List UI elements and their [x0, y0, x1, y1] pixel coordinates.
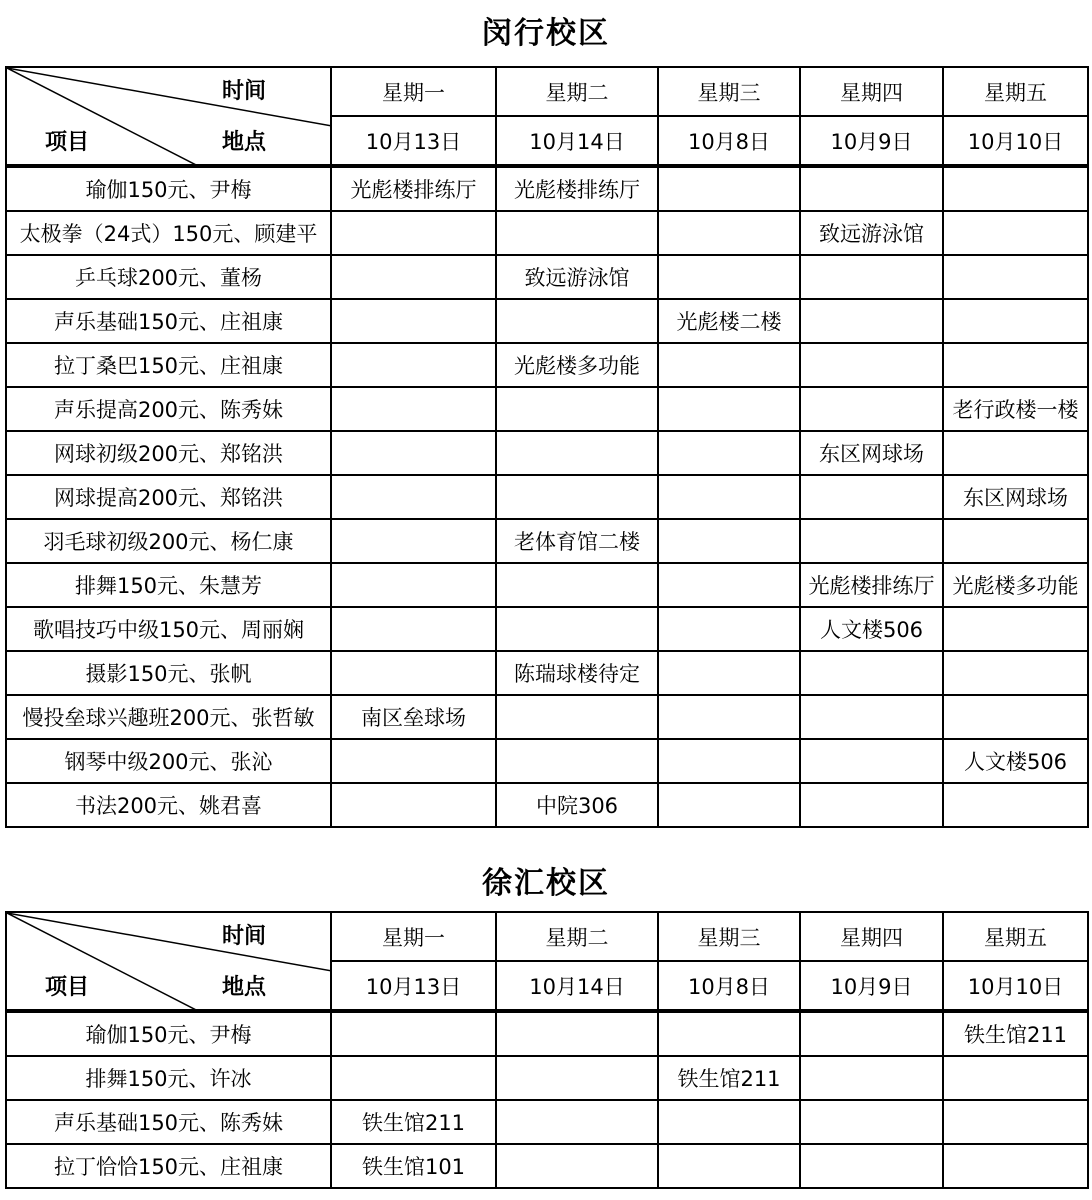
- weekday-header: 星期三: [658, 912, 800, 961]
- location-cell: 铁生馆101: [331, 1144, 496, 1188]
- location-label: 地点: [222, 130, 267, 155]
- date-header: 10月9日: [800, 116, 943, 166]
- weekday-header-row: [6, 912, 1088, 961]
- item-label: 项目: [45, 130, 90, 155]
- location-cell: [331, 343, 496, 387]
- table-row: [6, 431, 1088, 475]
- corner-header-cell: [6, 912, 331, 1011]
- course-item-cell: 排舞150元、朱慧芳: [6, 563, 331, 607]
- location-cell: 光彪楼二楼: [658, 299, 800, 343]
- location-cell: [496, 431, 658, 475]
- course-item-cell: 声乐提高200元、陈秀妹: [6, 387, 331, 431]
- time-label: 时间: [222, 924, 267, 949]
- location-cell: [800, 166, 943, 211]
- table-row: [6, 343, 1088, 387]
- location-cell: [800, 387, 943, 431]
- location-cell: [496, 1144, 658, 1188]
- location-cell: 致远游泳馆: [800, 211, 943, 255]
- table-row: [6, 387, 1088, 431]
- location-cell: [496, 563, 658, 607]
- location-cell: [658, 1011, 800, 1056]
- course-item-cell: 摄影150元、张帆: [6, 651, 331, 695]
- location-cell: [658, 695, 800, 739]
- location-cell: 光彪楼多功能: [943, 563, 1088, 607]
- course-item-cell: 慢投垒球兴趣班200元、张哲敏: [6, 695, 331, 739]
- location-cell: [800, 651, 943, 695]
- course-item-cell: 拉丁恰恰150元、庄祖康: [6, 1144, 331, 1188]
- date-header: 10月10日: [943, 116, 1088, 166]
- table-row: [6, 739, 1088, 783]
- location-cell: 老行政楼一楼: [943, 387, 1088, 431]
- location-cell: [496, 739, 658, 783]
- location-cell: [658, 563, 800, 607]
- location-cell: [943, 783, 1088, 827]
- location-cell: [658, 1100, 800, 1144]
- date-header: 10月8日: [658, 116, 800, 166]
- location-cell: [331, 651, 496, 695]
- location-cell: [800, 1100, 943, 1144]
- location-cell: [331, 211, 496, 255]
- table-row: [6, 783, 1088, 827]
- location-cell: [331, 299, 496, 343]
- location-cell: [800, 695, 943, 739]
- minhang-schedule-table: [5, 66, 1089, 828]
- course-item-cell: 网球提高200元、郑铭洪: [6, 475, 331, 519]
- location-cell: [943, 519, 1088, 563]
- location-cell: [496, 1011, 658, 1056]
- location-cell: [943, 343, 1088, 387]
- course-item-cell: 太极拳（24式）150元、顾建平: [6, 211, 331, 255]
- location-cell: [943, 695, 1088, 739]
- course-item-cell: 瑜伽150元、尹梅: [6, 1011, 331, 1056]
- location-cell: [658, 343, 800, 387]
- location-cell: [943, 651, 1088, 695]
- location-cell: [658, 211, 800, 255]
- weekday-header: 星期一: [331, 912, 496, 961]
- location-cell: [658, 475, 800, 519]
- location-cell: [943, 299, 1088, 343]
- location-cell: [331, 431, 496, 475]
- location-cell: [496, 1100, 658, 1144]
- location-cell: 铁生馆211: [658, 1056, 800, 1100]
- location-cell: [496, 387, 658, 431]
- course-item-cell: 网球初级200元、郑铭洪: [6, 431, 331, 475]
- table-row: [6, 1100, 1088, 1144]
- location-cell: [658, 255, 800, 299]
- table-row: [6, 475, 1088, 519]
- course-item-cell: 声乐基础150元、庄祖康: [6, 299, 331, 343]
- location-cell: [658, 431, 800, 475]
- weekday-header-row: [6, 67, 1088, 116]
- date-header: 10月14日: [496, 116, 658, 166]
- course-item-cell: 钢琴中级200元、张沁: [6, 739, 331, 783]
- location-cell: [800, 475, 943, 519]
- location-cell: 光彪楼多功能: [496, 343, 658, 387]
- xuhui-schedule-table: [5, 911, 1089, 1189]
- weekday-header: 星期五: [943, 912, 1088, 961]
- course-item-cell: 声乐基础150元、陈秀妹: [6, 1100, 331, 1144]
- table-row: [6, 1056, 1088, 1100]
- weekday-header: 星期五: [943, 67, 1088, 116]
- location-cell: 致远游泳馆: [496, 255, 658, 299]
- location-cell: [943, 431, 1088, 475]
- location-cell: 南区垒球场: [331, 695, 496, 739]
- location-cell: [658, 651, 800, 695]
- location-cell: [943, 1144, 1088, 1188]
- time-label: 时间: [222, 79, 267, 104]
- location-cell: [800, 783, 943, 827]
- table-row: [6, 651, 1088, 695]
- course-item-cell: 歌唱技巧中级150元、周丽娴: [6, 607, 331, 651]
- location-cell: [800, 299, 943, 343]
- location-cell: 光彪楼排练厅: [800, 563, 943, 607]
- location-cell: 铁生馆211: [943, 1011, 1088, 1056]
- location-cell: [800, 519, 943, 563]
- weekday-header: 星期二: [496, 912, 658, 961]
- location-cell: 东区网球场: [800, 431, 943, 475]
- location-cell: [658, 387, 800, 431]
- minhang-title: 闵行校区: [482, 16, 610, 51]
- location-cell: [331, 1011, 496, 1056]
- location-cell: [658, 783, 800, 827]
- table-row: [6, 563, 1088, 607]
- location-cell: [331, 519, 496, 563]
- table-row: [6, 255, 1088, 299]
- location-cell: [496, 475, 658, 519]
- location-cell: [496, 211, 658, 255]
- location-cell: [331, 475, 496, 519]
- location-cell: [658, 1144, 800, 1188]
- location-cell: [331, 563, 496, 607]
- location-cell: [496, 695, 658, 739]
- date-header: 10月9日: [800, 961, 943, 1011]
- date-header: 10月10日: [943, 961, 1088, 1011]
- location-cell: 东区网球场: [943, 475, 1088, 519]
- table-row: [6, 299, 1088, 343]
- location-cell: [943, 607, 1088, 651]
- table-row: [6, 695, 1088, 739]
- location-cell: [943, 166, 1088, 211]
- course-item-cell: 瑜伽150元、尹梅: [6, 166, 331, 211]
- location-cell: [331, 1056, 496, 1100]
- location-cell: 老体育馆二楼: [496, 519, 658, 563]
- location-cell: [331, 607, 496, 651]
- corner-header-cell: [6, 67, 331, 166]
- date-header: 10月14日: [496, 961, 658, 1011]
- location-cell: [658, 739, 800, 783]
- location-cell: [800, 1144, 943, 1188]
- course-item-cell: 羽毛球初级200元、杨仁康: [6, 519, 331, 563]
- location-cell: 陈瑞球楼待定: [496, 651, 658, 695]
- location-cell: [800, 255, 943, 299]
- table-row: [6, 519, 1088, 563]
- date-header: 10月13日: [331, 961, 496, 1011]
- location-cell: [800, 739, 943, 783]
- location-cell: [943, 255, 1088, 299]
- weekday-header: 星期一: [331, 67, 496, 116]
- location-cell: [800, 343, 943, 387]
- location-cell: 铁生馆211: [331, 1100, 496, 1144]
- location-cell: 中院306: [496, 783, 658, 827]
- table-row: [6, 1144, 1088, 1188]
- location-cell: 人文楼506: [800, 607, 943, 651]
- date-header: 10月13日: [331, 116, 496, 166]
- date-header: 10月8日: [658, 961, 800, 1011]
- location-cell: 人文楼506: [943, 739, 1088, 783]
- location-cell: [496, 1056, 658, 1100]
- location-cell: [496, 299, 658, 343]
- location-label: 地点: [222, 975, 267, 1000]
- location-cell: [943, 1056, 1088, 1100]
- location-cell: [943, 1100, 1088, 1144]
- location-cell: [331, 255, 496, 299]
- course-item-cell: 排舞150元、许冰: [6, 1056, 331, 1100]
- course-item-cell: 拉丁桑巴150元、庄祖康: [6, 343, 331, 387]
- table-row: [6, 166, 1088, 211]
- table-row: [6, 211, 1088, 255]
- xuhui-title: 徐汇校区: [482, 866, 610, 901]
- location-cell: [331, 739, 496, 783]
- location-cell: 光彪楼排练厅: [496, 166, 658, 211]
- location-cell: [943, 211, 1088, 255]
- location-cell: [800, 1056, 943, 1100]
- location-cell: [496, 607, 658, 651]
- course-item-cell: 书法200元、姚君喜: [6, 783, 331, 827]
- location-cell: [658, 166, 800, 211]
- weekday-header: 星期二: [496, 67, 658, 116]
- weekday-header: 星期四: [800, 912, 943, 961]
- location-cell: [658, 519, 800, 563]
- weekday-header: 星期四: [800, 67, 943, 116]
- table-row: [6, 607, 1088, 651]
- weekday-header: 星期三: [658, 67, 800, 116]
- location-cell: [331, 783, 496, 827]
- location-cell: 光彪楼排练厅: [331, 166, 496, 211]
- table-row: [6, 1011, 1088, 1056]
- location-cell: [658, 607, 800, 651]
- location-cell: [800, 1011, 943, 1056]
- location-cell: [331, 387, 496, 431]
- item-label: 项目: [45, 975, 90, 1000]
- course-item-cell: 乒乓球200元、董杨: [6, 255, 331, 299]
